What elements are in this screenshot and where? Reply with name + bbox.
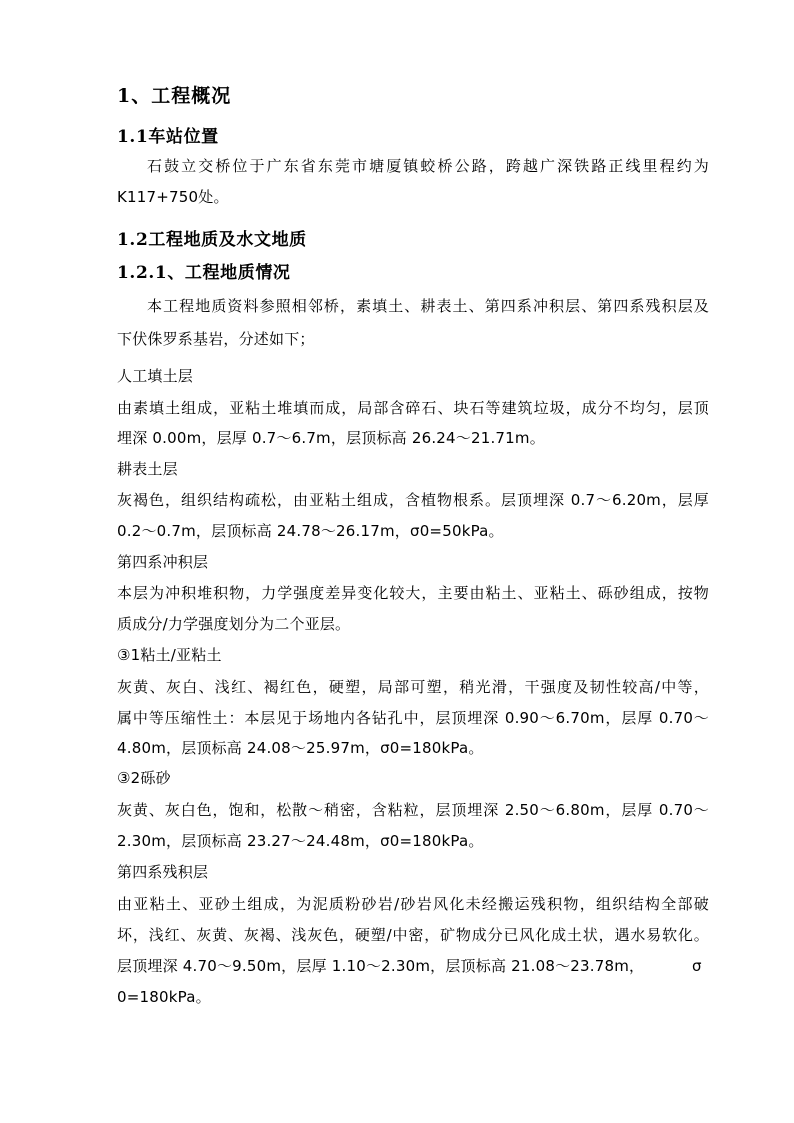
section-1-title: 1、工程概况 xyxy=(117,85,232,107)
layer-heading-residual: 第四系残积层 xyxy=(117,863,209,881)
layer-residual-line-3: 层顶埋深 4.70～9.50m，层厚 1.10～2.30m，层顶标高 21.08～23.78m， xyxy=(117,957,645,975)
layer-heading-fill: 人工填土层 xyxy=(117,367,194,385)
section-1-2-title: 1.2工程地质及水文地质 xyxy=(117,230,307,250)
sublayer-gravel-sand-line-2: 2.30m，层顶标高 23.27～24.48m，σ0=180kPa。 xyxy=(117,832,484,850)
location-para-line-2: K117+750处。 xyxy=(117,188,229,206)
layer-residual-line-4: 0=180kPa。 xyxy=(117,988,211,1006)
sublayer-heading-gravel-sand: ③2砾砂 xyxy=(117,769,171,787)
layer-heading-alluvial: 第四系冲积层 xyxy=(117,553,209,571)
section-1-1-title: 1.1车站位置 xyxy=(117,127,219,147)
intro-para-line-1: 本工程地质资料参照相邻桥，素填土、耕表土、第四系冲积层、第四系残积层及 xyxy=(147,297,709,315)
intro-para-line-2: 下伏侏罗系基岩，分述如下； xyxy=(117,330,315,348)
sublayer-heading-clay: ③1粘土/亚粘土 xyxy=(117,646,222,664)
sublayer-gravel-sand-line-1: 灰黄、灰白色，饱和，松散～稍密，含粘粒，层顶埋深 2.50～6.80m，层厚 0.70～ xyxy=(117,801,709,819)
location-para-line-1: 石鼓立交桥位于广东省东莞市塘厦镇蛟桥公路，跨越广深铁路正线里程约为 xyxy=(147,157,709,175)
layer-alluvial-line-1: 本层为冲积堆积物，力学强度差异变化较大，主要由粘土、亚粘土、砾砂组成，按物 xyxy=(117,584,709,602)
layer-fill-line-2: 埋深 0.00m，层厚 0.7～6.7m，层顶标高 26.24～21.71m。 xyxy=(117,429,545,447)
section-1-2-1-title: 1.2.1、工程地质情况 xyxy=(117,263,291,283)
layer-residual-line-2: 坏，浅红、灰黄、灰褐、浅灰色，硬塑/中密，矿物成分已风化成土状，遇水易软化。 xyxy=(117,926,709,944)
layer-residual-line-1: 由亚粘土、亚砂土组成，为泥质粉砂岩/砂岩风化未经搬运残积物，组织结构全部破 xyxy=(117,895,709,913)
layer-residual-sigma: σ xyxy=(692,957,702,975)
layer-fill-line-1: 由素填土组成，亚粘土堆填而成，局部含碎石、块石等建筑垃圾，成分不均匀，层顶 xyxy=(117,399,709,417)
layer-alluvial-line-2: 质成分/力学强度划分为二个亚层。 xyxy=(117,615,351,633)
sublayer-clay-line-1: 灰黄、灰白、浅红、褐红色，硬塑，局部可塑，稍光滑，干强度及韧性较高/中等， xyxy=(117,678,709,696)
layer-topsoil-line-1: 灰褐色，组织结构疏松，由亚粘土组成，含植物根系。层顶埋深 0.7～6.20m，层厚 xyxy=(117,491,709,509)
sublayer-clay-line-2: 属中等压缩性土：本层见于场地内各钻孔中，层顶埋深 0.90～6.70m，层厚 0.70～ xyxy=(117,709,709,727)
sublayer-clay-line-3: 4.80m，层顶标高 24.08～25.97m，σ0=180kPa。 xyxy=(117,739,484,757)
layer-topsoil-line-2: 0.2～0.7m，层顶标高 24.78～26.17m，σ0=50kPa。 xyxy=(117,522,504,540)
layer-heading-topsoil: 耕表土层 xyxy=(117,460,178,478)
